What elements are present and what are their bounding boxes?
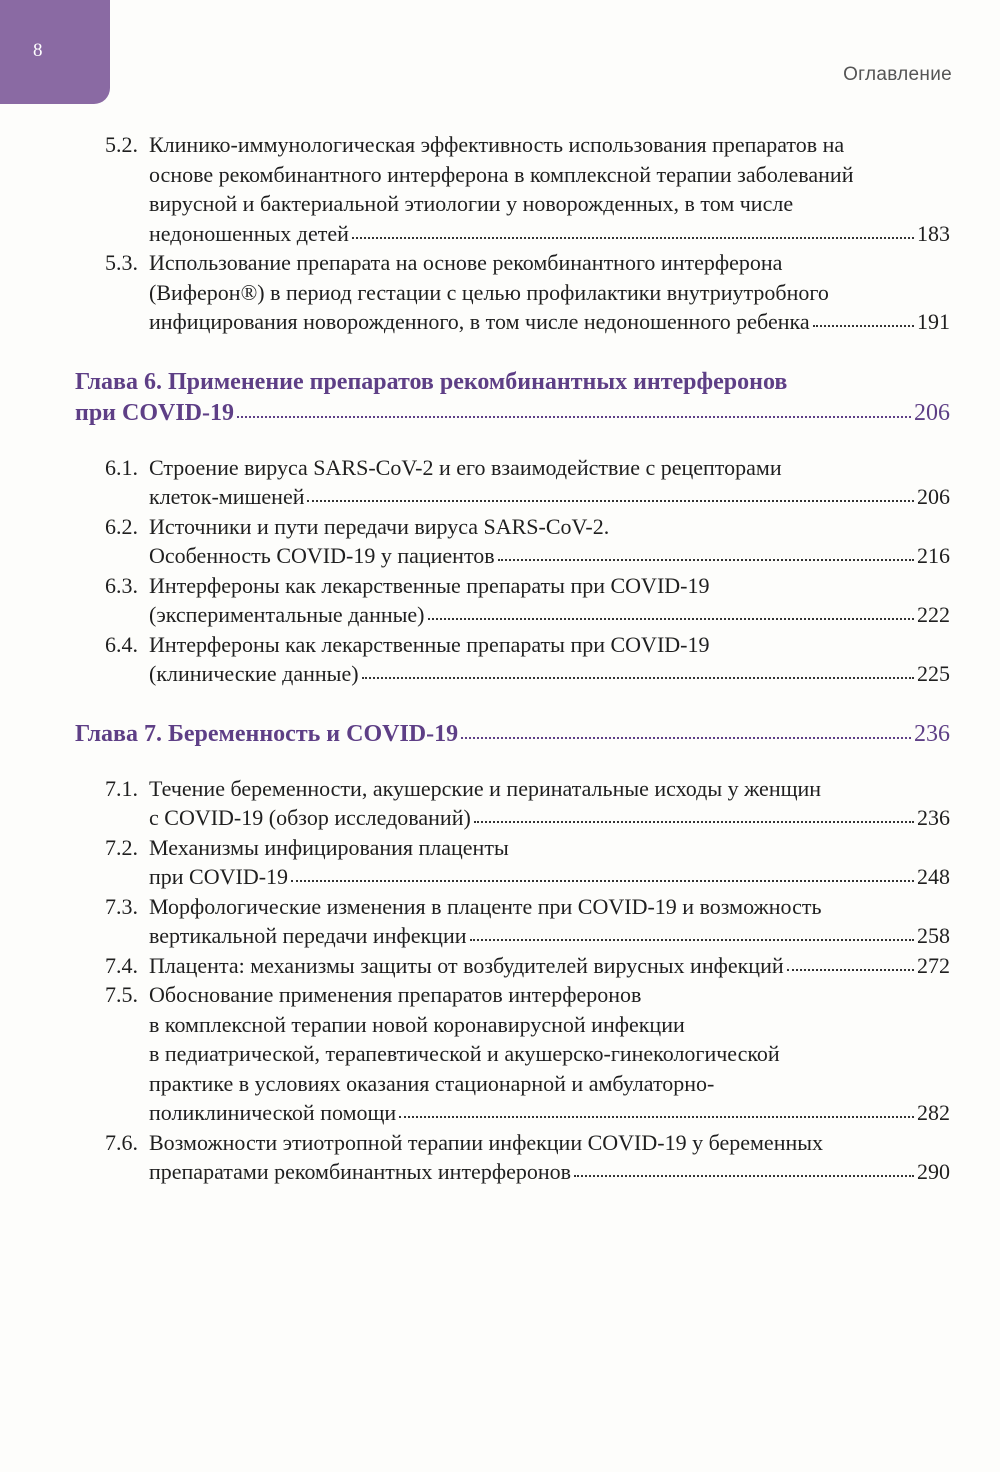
section-title-line: Возможности этиотропной терапии инфекции COVID-19 у беременных [149,1129,824,1155]
toc-entry[interactable] [75,571,950,630]
section-number: 5.2. [105,132,138,157]
section-page-number: 248 [917,864,950,889]
dot-leader [474,820,914,823]
section-title-line: Морфологические изменения в плаценте при COVID-19 и возможность [149,893,822,919]
section-title-line: в комплексной терапии новой коронавирусной инфекции [149,1011,685,1037]
section-number: 7.4. [105,952,138,978]
section-title-line: при COVID-19 [149,864,289,889]
dot-leader [813,324,914,327]
section-page-number: 222 [917,602,950,627]
chapter-title-line: при COVID-19 [75,399,234,426]
section-title-line: с COVID-19 (обзор исследований) [149,805,471,830]
section-title-line: вертикальной передачи инфекции [149,923,467,948]
section-number: 7.3. [105,893,138,919]
section-number: 6.4. [105,631,138,657]
table-of-contents [75,130,950,1187]
section-title-line: Течение беременности, акушерские и перинатальные исходы у женщин [149,775,822,801]
section-title-line: инфицирования новорожденного, в том числе недоношенного ребенка [149,309,810,334]
toc-entry[interactable] [75,453,950,512]
section-title-line: (клинические данные) [149,661,359,686]
section-title-line: Интерфероны как лекарственные препараты при COVID-19 [149,631,710,657]
dot-leader [498,558,914,561]
section-title-line: практике в условиях оказания стационарной и амбулаторно- [149,1070,715,1096]
section-page-number: 290 [917,1159,950,1184]
section-title-line: Обоснование применения препаратов интерферонов [149,982,642,1007]
page-number: 8 [33,40,43,61]
toc-entry[interactable] [75,248,950,337]
dot-leader [352,236,914,239]
toc-entry[interactable] [75,951,950,981]
section-title-line: Особенность COVID-19 у пациентов [149,543,495,568]
chapter-title-line: Глава 6. Применение препаратов рекомбинантных интерферонов [75,368,788,395]
section-page-number: 225 [917,661,950,686]
dot-leader [428,617,915,620]
section-title-line: Источники и пути передачи вируса SARS-CoV-2. [149,513,610,539]
section-page-number: 183 [917,220,950,246]
dot-leader [461,736,911,739]
chapter-title-line: Глава 7. Беременность и COVID-19 [75,720,459,747]
section-title-line: Строение вируса SARS-CoV-2 и его взаимодействие с рецепторами [149,454,782,480]
page-number-tab [0,0,110,104]
section-title-line: недоношенных детей [149,220,349,246]
section-page-number: 272 [917,952,950,978]
dot-leader [237,415,911,418]
section-group-chapter-7 [75,774,950,1187]
toc-entry[interactable] [75,630,950,689]
toc-entry[interactable] [75,130,950,248]
section-page-number: 191 [917,309,950,334]
toc-entry[interactable] [75,833,950,892]
dot-leader [787,968,914,971]
toc-entry[interactable] [75,512,950,571]
section-number: 7.5. [105,982,138,1007]
section-number: 6.3. [105,572,138,598]
toc-entry[interactable] [75,774,950,833]
section-group-chapter-5 [75,130,950,337]
section-group-chapter-6 [75,453,950,689]
chapter-7-heading[interactable] [75,719,950,750]
section-title-line: поликлинической помощи [149,1100,397,1125]
dot-leader [307,499,914,502]
section-number: 6.1. [105,454,138,480]
dot-leader [291,879,914,882]
section-title-line: (Виферон®) в период гестации с целью профилактики внутриутробного [149,279,829,305]
section-number: 7.6. [105,1129,138,1155]
section-number: 6.2. [105,513,138,539]
section-title-line: в педиатрической, терапевтической и акушерско-гинекологической [149,1041,780,1066]
section-page-number: 258 [917,923,950,948]
section-title-line: Клинико-иммунологическая эффективность использования препаратов на [149,132,845,157]
chapter-page-number: 236 [914,720,950,747]
dot-leader [470,938,915,941]
section-title-line: Плацента: механизмы защиты от возбудителей вирусных инфекций [149,952,784,978]
section-page-number: 282 [917,1100,950,1125]
dot-leader [399,1115,914,1118]
running-header: Оглавление [843,64,952,85]
section-page-number: 216 [917,543,950,568]
section-title-line: (экспериментальные данные) [149,602,425,627]
dot-leader [574,1174,914,1177]
toc-entry[interactable] [75,892,950,951]
toc-entry[interactable] [75,980,950,1128]
section-number: 5.3. [105,250,138,275]
chapter-page-number: 206 [914,399,950,426]
section-title-line: препаратами рекомбинантных интерферонов [149,1159,572,1184]
section-title-line: Использование препарата на основе рекомбинантного интерферона [149,250,783,275]
section-title-line: вирусной и бактериальной этиологии у новорожденных, в том числе [149,191,794,216]
toc-entry[interactable] [75,1128,950,1187]
dot-leader [362,676,914,679]
section-title-line: основе рекомбинантного интерферона в комплексной терапии заболеваний [149,161,854,187]
section-page-number: 206 [917,484,950,509]
section-title-line: Интерфероны как лекарственные препараты при COVID-19 [149,572,710,598]
section-number: 7.2. [105,834,138,860]
chapter-6-heading[interactable] [75,367,950,429]
section-page-number: 236 [917,805,950,830]
section-title-line: Механизмы инфицирования плаценты [149,834,509,860]
section-number: 7.1. [105,775,138,801]
section-title-line: клеток-мишеней [149,484,305,509]
